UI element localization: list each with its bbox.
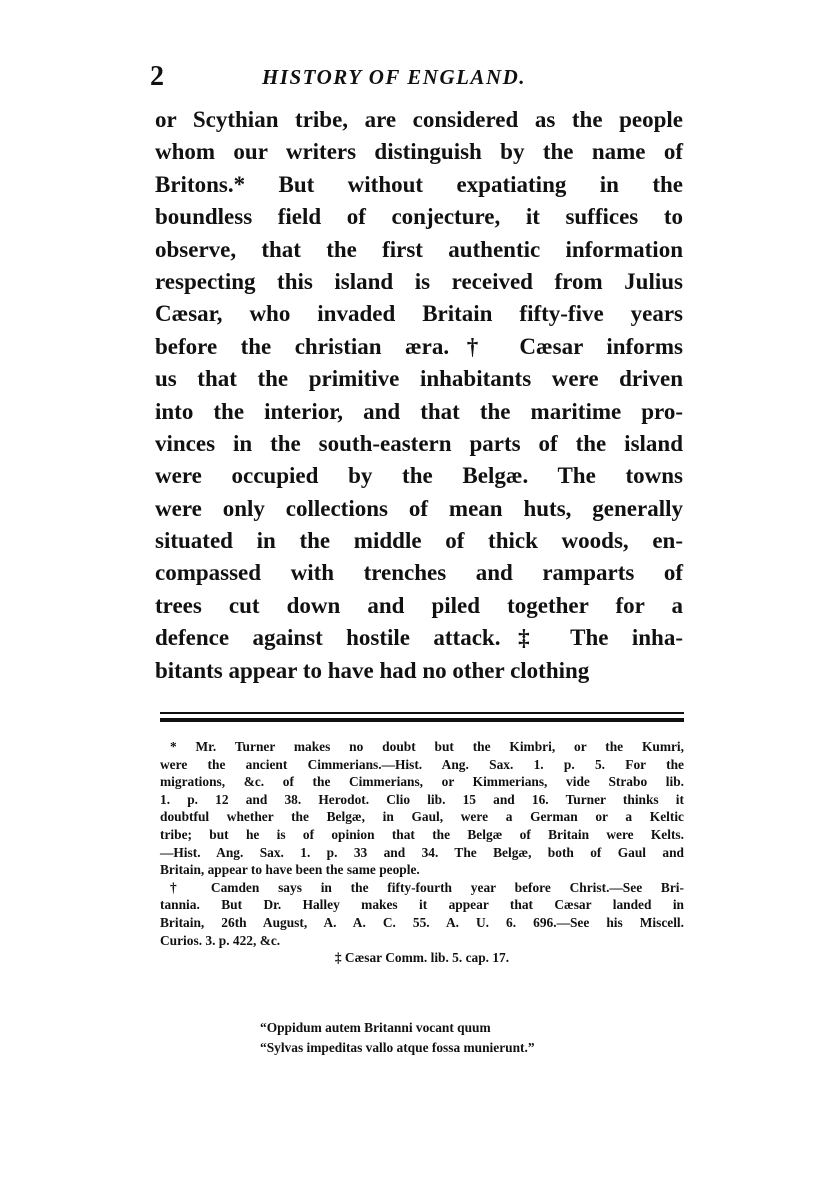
footnote-separator	[160, 712, 684, 722]
body-line: or Scythian tribe, are considered as the people	[155, 107, 683, 132]
footnote-asterisk	[160, 738, 684, 879]
footnote-line: 1. p. 12 and 38. Herodot. Clio lib. 15 and 16. Turner thinks it	[160, 791, 684, 807]
body-line: before the christian æra.† Cæsar informs	[155, 333, 683, 359]
body-line: were only collections of mean huts, generally	[155, 495, 683, 521]
body-line: Britons.* But without expatiating in the	[155, 171, 683, 197]
page-number: 2	[150, 61, 164, 92]
footnote-line: —Hist. Ang. Sax. 1. p. 33 and 34. The Belgæ, both of Gaul and	[160, 844, 684, 860]
body-line: were occupied by the Belgæ. The towns	[155, 463, 683, 489]
separator-rule-thin	[160, 712, 684, 714]
body-line: us that the primitive inhabitants were driven	[155, 366, 683, 392]
separator-rule-thick	[160, 718, 684, 722]
body-line: observe, that the first authentic information	[155, 236, 683, 262]
body-text	[155, 104, 683, 687]
body-line: into the interior, and that the maritime pro-	[155, 398, 683, 424]
body-line: compassed with trenches and ramparts of	[155, 560, 683, 586]
footnotes	[160, 738, 684, 967]
footnote-line: doubtful whether the Belgæ, in Gaul, were a German or a Keltic	[160, 809, 684, 825]
quote-line: “Sylvas impeditas vallo atque fossa munierunt.”	[260, 1040, 535, 1055]
footnote-line: tribe; but he is of opinion that the Belgæ of Britain were Kelts.	[160, 826, 684, 842]
running-title: HISTORY OF ENGLAND.	[262, 65, 527, 89]
body-line: boundless field of conjecture, it suffices to	[155, 204, 683, 230]
body-line: bitants appear to have had no other clothing	[155, 657, 590, 683]
footnote-line: migrations, &c. of the Cimmerians, or Kimmerians, vide Strabo lib.	[160, 774, 684, 790]
running-head	[150, 60, 690, 94]
body-line: vinces in the south-eastern parts of the island	[155, 430, 683, 456]
footnote-dagger	[160, 879, 684, 949]
body-line: whom our writers distinguish by the name of	[155, 139, 683, 165]
footnote-line: Britain, 26th August, A. A. C. 55. A. U. 6. 696.—See his Miscell.	[160, 914, 684, 930]
quote-line: “Oppidum autem Britanni vocant quum	[260, 1020, 491, 1035]
footnote-line: were the ancient Cimmerians.—Hist. Ang. Sax. 1. p. 5. For the	[160, 756, 684, 772]
body-line: defence against hostile attack.‡ The inha-	[155, 625, 683, 651]
body-line: respecting this island is received from Julius	[155, 268, 683, 294]
footnote-line: tannia. But Dr. Halley makes it appear that Cæsar landed in	[160, 897, 684, 913]
body-line: situated in the middle of thick woods, en-	[155, 528, 683, 554]
footnote-line: ‡ Cæsar Comm. lib. 5. cap. 17.	[334, 950, 510, 966]
footnote-line: Britain, appear to have been the same people.	[160, 862, 420, 878]
footnote-line: † Camden says in the fifty-fourth year before Christ.—See Bri-	[170, 879, 684, 895]
body-line: trees cut down and piled together for a	[155, 592, 683, 618]
body-line: Cæsar, who invaded Britain fifty-five years	[155, 301, 683, 327]
footnote-line: Curios. 3. p. 422, &c.	[160, 932, 281, 948]
footnote-quote	[260, 1018, 680, 1058]
footnote-line: * Mr. Turner makes no doubt but the Kimbri, or the Kumri,	[170, 739, 684, 754]
footnote-double-dagger	[160, 949, 684, 967]
